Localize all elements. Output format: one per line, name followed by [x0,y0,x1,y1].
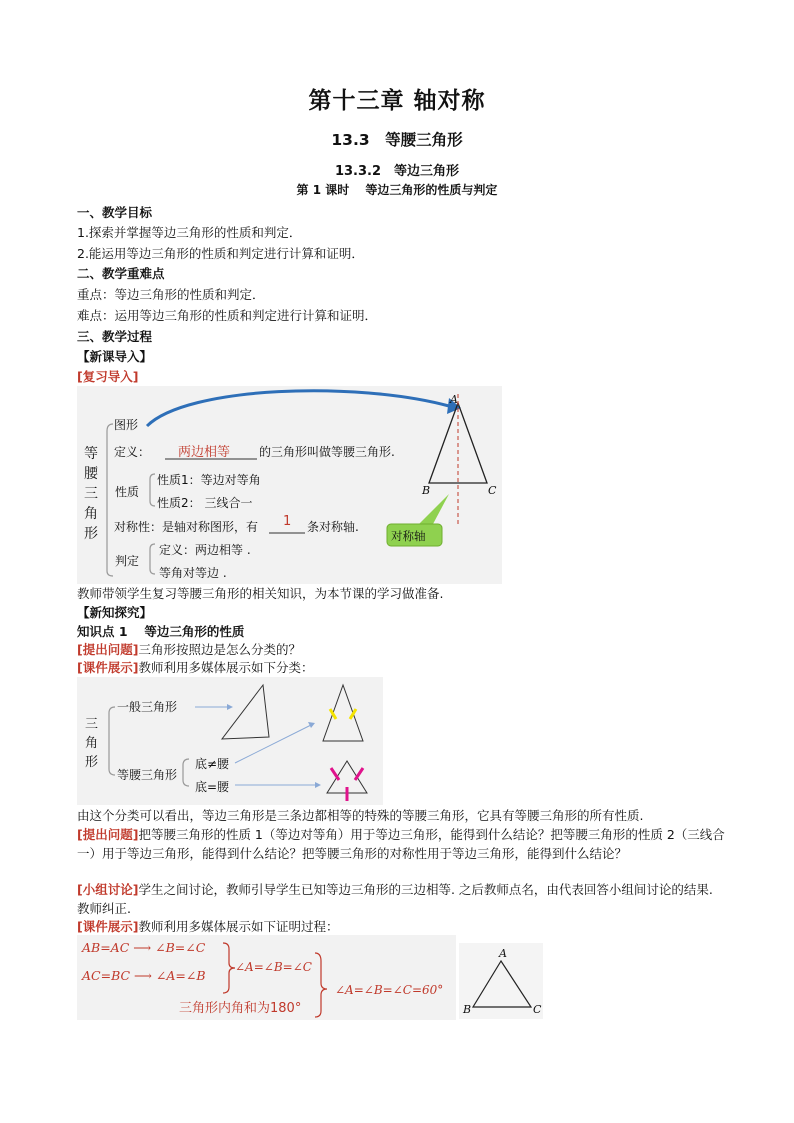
fig3-vertex-c: C [533,1003,542,1016]
fig1-sym-blank: 1 [283,514,292,529]
magenta-mark-right [355,768,363,780]
goals-heading: 一、教学目标 [77,205,153,220]
classification-diagram [77,677,383,805]
goal-item-1: 1.探索并掌握等边三角形的性质和判定． [77,225,302,240]
magenta-mark-left [331,768,339,780]
show-1-tag: [课件展示] [77,660,139,675]
question-1-text: 三角形按照边是怎么分类的？ [138,642,301,657]
isosceles-triangle-small [323,685,363,741]
proof-bracket-1 [223,943,235,993]
judge-bracket [150,544,155,574]
isosceles-review-diagram [77,386,502,584]
proof-result: ∠A=∠B=∠C=60° [335,983,444,997]
review-text: 教师带领学生复习等腰三角形的相关知识，为本节课的学习做准备. [77,586,444,601]
fig1-vertex-a: A [450,393,458,406]
explore-tag: 【新知探究】 [77,605,153,620]
fig1-prop1: 性质1：等边对等角 [157,473,261,487]
courseware-show-1 [77,660,313,676]
fig1-sym-prefix: 对称性：是轴对称图形，有 [114,520,259,534]
equilateral-triangle [473,961,531,1007]
fig1-def-label: 定义： [114,445,151,459]
fig1-sym-suffix: 条对称轴. [307,520,359,534]
fig1-axis-callout-label: 对称轴 [391,529,426,543]
question-1-tag: [提出问题] [77,642,139,657]
fig1-judge2: 等角对等边 . [159,566,227,580]
proof-bracket-2 [315,953,327,1017]
fig1-judge1: 定义：两边相等 . [159,543,251,557]
general-triangle [222,685,269,739]
isosceles-bracket [183,759,189,786]
discussion-tag: [小组讨论] [77,882,139,897]
keypoint-focus: 重点：等边三角形的性质和判定． [77,287,265,302]
arrow-isosceles [235,725,311,763]
arrow-general-head [227,704,233,710]
chapter-title: 第十三章 轴对称 [308,88,486,114]
arrow-isosceles-head [308,722,315,728]
fig1-def-blank: 两边相等 [178,445,231,460]
equilateral-triangle-figure [459,943,543,1019]
new-lesson-intro-tag: 【新课导入】 [77,349,153,364]
triangle-classification-figure [77,677,383,805]
fig2-base-ne: 底≠腰 [195,757,230,771]
fig1-def-suffix: 的三角形叫做等腰三角形. [259,445,395,459]
fig1-vertical-title: 等腰三角形 [84,446,98,542]
courseware-show-2 [77,919,338,935]
fig1-vertex-c: C [488,484,497,497]
fig1-prop-label: 性质 [115,485,140,499]
discussion-text: 学生之间讨论，教师引导学生已知等边三角形的三边相等. 之后教师点名，由代表回答小组间讨论的结果. 教师纠正. [77,882,713,916]
classify-bracket [109,707,115,775]
proof-mid: ∠A=∠B=∠C [235,960,312,974]
fig2-isosceles-label: 等腰三角形 [117,768,178,782]
fig1-judge-label: 判定 [115,554,140,568]
proof-line-1: AB=AC ⟶ ∠B=∠C [82,940,206,955]
fig1-vertex-b: B [422,484,431,497]
fig1-shape-label: 图形 [114,418,139,432]
knowledge-point-1: 知识点 1 等边三角形的性质 [77,624,245,639]
question-1 [77,642,301,658]
lesson-title: 第 1 课时 等边三角形的性质与判定 [296,183,498,197]
question-2 [77,826,725,863]
keypoint-difficulty: 难点：运用等边三角形的性质和判定进行计算和证明． [77,308,378,323]
question-2-text: 把等腰三角形的性质 1（等边对等角）用于等边三角形，能得到什么结论？把等腰三角形的性质 2（三线合一）用于等边三角形，能得到什么结论？把等腰三角形的对称性用于等边三角形，能得到什么结论？ [77,827,725,861]
show-2-text: 教师利用多媒体展示如下证明过程： [138,919,339,934]
process-heading: 三、教学过程 [77,329,153,344]
section-title: 13.3 等腰三角形 [331,131,463,149]
proof-angle-sum: 三角形内角和为180° [179,1001,302,1016]
keypoints-heading: 二、教学重难点 [77,266,165,281]
fig2-base-eq: 底=腰 [195,780,230,794]
fig1-prop2: 性质2： 三线合一 [157,496,253,510]
subsection-title: 13.3.2 等边三角形 [334,164,460,179]
group-discussion [77,881,725,918]
arrow-equilateral-head [315,782,321,788]
question-2-tag: [提出问题] [77,827,139,842]
main-bracket [107,424,113,576]
isosceles-review-figure [77,386,502,584]
goal-item-2: 2.能运用等边三角形的性质和判定进行计算和证明． [77,246,364,261]
proof-line-2: AC=BC ⟶ ∠A=∠B [82,968,206,983]
show-1-text: 教师利用多媒体展示如下分类： [138,660,314,675]
fig2-vertical-title: 三角形 [85,717,99,770]
callout-tail [419,494,449,524]
review-intro-tag: [复习导入] [77,369,139,384]
proof-figure [77,935,456,1020]
curved-arrow [147,391,449,426]
classification-text: 由这个分类可以看出，等边三角形是三条边都相等的特殊的等腰三角形，它具有等腰三角形的所有性质. [77,808,644,823]
fig2-general-label: 一般三角形 [117,700,178,714]
fig3-vertex-b: B [463,1003,472,1016]
show-2-tag: [课件展示] [77,919,139,934]
fig3-vertex-a: A [499,947,507,960]
property-bracket [150,474,155,506]
